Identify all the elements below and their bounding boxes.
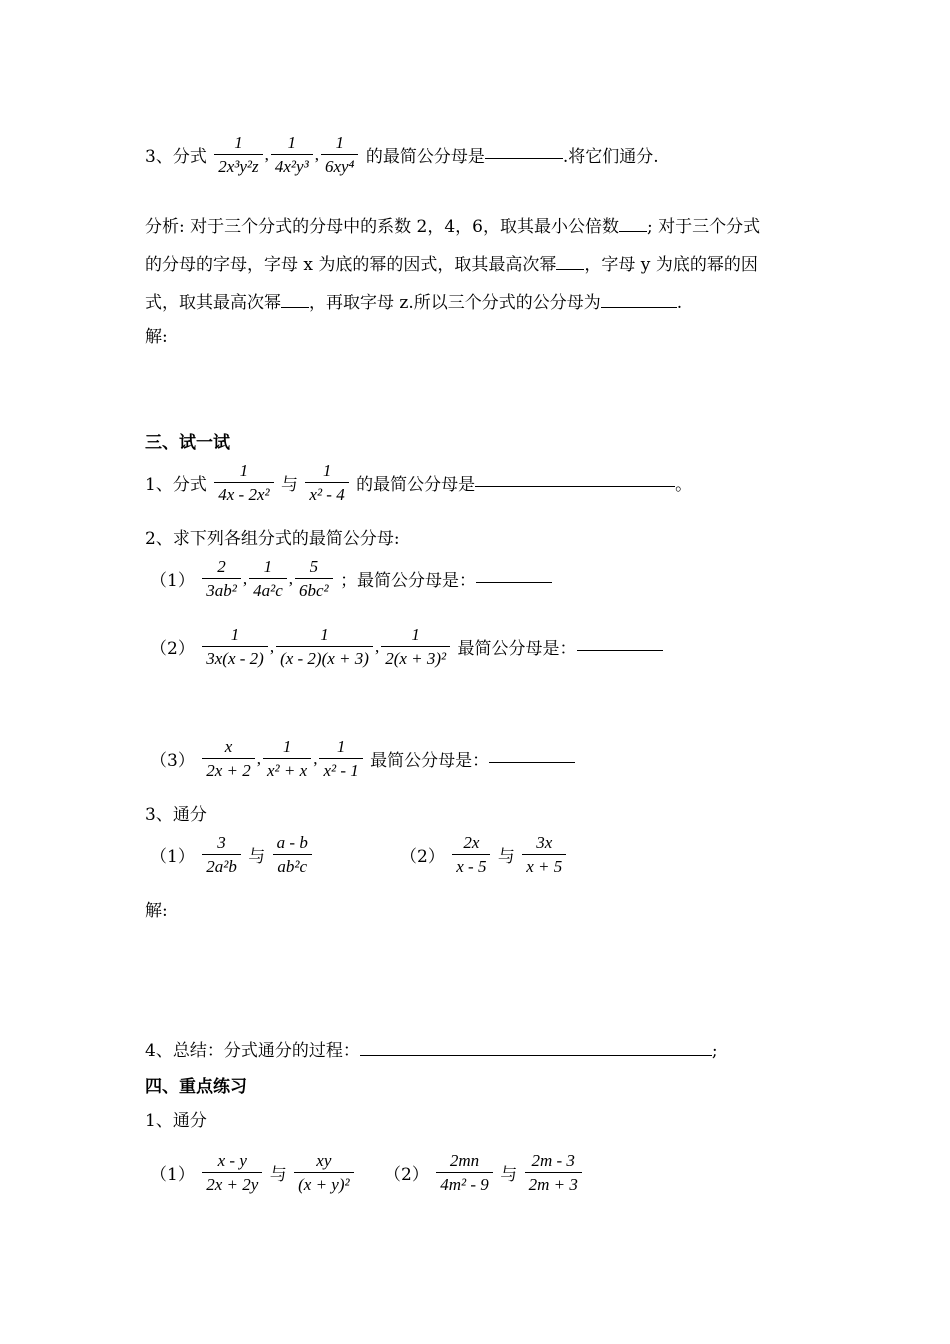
s4-e2-fraction-b: $\frac{2m - 3}{2m + 3}$ — [525, 1152, 582, 1193]
s3-p4-line: 4、总结：分式通分的过程： ; — [145, 1041, 718, 1061]
analysis-line-3: 式，取其最高次幂 ，再取字母 z.所以三个分式的公分母为 . — [145, 293, 683, 313]
s3-p1-line: 1、分式 $\frac{1}{\text{4x - 2x²}}$ 与 $\frac{1}{\text{x² - 4}}$ 的最简公分母是 。 — [145, 461, 693, 504]
s4-e1-fraction-a: $\frac{x - y}{2x + 2y}$ — [202, 1152, 262, 1193]
analysis-line-2: 的分母的字母，字母 x 为底的幂的因式，取其最高次幂 ，字母 y 为底的幂的因 — [145, 255, 758, 275]
analysis-blank-1[interactable] — [619, 230, 647, 232]
s3-g3-fraction-3: $\frac{1}{\text{x² - 1}}$ — [319, 738, 362, 779]
s3-g2-fraction-3: $\frac{1}{\text{2(x + 3)²}}$ — [381, 626, 450, 667]
analysis-blank-2[interactable] — [556, 268, 584, 270]
s3-t1-fraction-b: $\frac{a - b}{\text{ab²c}}$ — [273, 834, 312, 875]
s3-p4-answer-blank[interactable] — [360, 1054, 712, 1056]
section4-title: 四、重点练习 — [145, 1077, 247, 1097]
analysis-line-1: 分析: 对于三个分式的分母中的系数 2，4，6，取其最小公倍数 ; 对于三个分式 — [145, 217, 761, 237]
s3-t1-line: （1） $\frac{3}{\text{2a²b}}$ 与 $\frac{a - b}{\text{ab²c}}$ — [150, 834, 314, 875]
analysis-blank-4[interactable] — [601, 306, 677, 308]
q3-suffix-b: .将它们通分. — [562, 147, 659, 167]
s3-g1-fraction-1: $\frac{2}{\text{3ab²}}$ — [202, 558, 241, 599]
s3-g3-answer-blank[interactable] — [489, 761, 575, 763]
s3-g1-line: （1） $\frac{2}{\text{3ab²}}$ , $\frac{1}{\text{4a²c}}$ , $\frac{5}{\text{6bc²}}$ ；最简公分母是： — [150, 558, 552, 599]
q3-fraction-1: $\frac{1}{\text{2x³y²z}}$ — [214, 134, 262, 175]
s4-e2-fraction-a: $\frac{2mn}{\text{4m² - 9}}$ — [436, 1152, 493, 1193]
s3-g2-fraction-1: $\frac{1}{3x(x - 2)}$ — [202, 626, 268, 667]
s4-e2-line: （2） $\frac{2mn}{\text{4m² - 9}}$ 与 $\frac{2m - 3}{2m + 3}$ — [384, 1152, 584, 1193]
s3-g2-answer-blank[interactable] — [577, 649, 663, 651]
s4-p1-title: 1、通分 — [145, 1111, 207, 1131]
s3-g2-fraction-2: $\frac{1}{(x - 2)(x + 3)}$ — [276, 626, 373, 667]
section3-title: 三、试一试 — [145, 433, 230, 453]
s3-g3-line: （3） $\frac{x}{2x + 2}$ , $\frac{1}{\text{x² + x}}$ , $\frac{1}{\text{x² - 1}}$ 最简公分母是： — [150, 738, 575, 779]
q3-line: 3、分式 $\frac{1}{\text{2x³y²z}}$ , $\frac{1}{\text{4x²y³}}$ , $\frac{1}{\text{6xy⁴}}$ 的最简公分母是 .将它们通分. — [145, 133, 659, 176]
s3-t2-line: （2） $\frac{2x}{x - 5}$ 与 $\frac{3x}{x + 5}$ — [400, 834, 568, 875]
s3-g3-fraction-2: $\frac{1}{\text{x² + x}}$ — [263, 738, 311, 779]
s3-p3-title: 3、通分 — [145, 805, 207, 825]
s3-p1-fraction-1: $\frac{1}{\text{4x - 2x²}}$ — [214, 462, 273, 503]
q3-answer-blank[interactable] — [485, 157, 563, 159]
s3-g1-answer-blank[interactable] — [476, 581, 552, 583]
s3-p1-answer-blank[interactable] — [475, 485, 675, 487]
s3-t2-fraction-b: $\frac{3x}{x + 5}$ — [522, 834, 566, 875]
q3-fraction-3: $\frac{1}{\text{6xy⁴}}$ — [321, 134, 359, 175]
s3-g1-fraction-2: $\frac{1}{\text{4a²c}}$ — [249, 558, 287, 599]
s4-e1-line: （1） $\frac{x - y}{2x + 2y}$ 与 $\frac{xy}{\text{(x + y)²}}$ — [150, 1152, 356, 1193]
s3-g3-fraction-1: $\frac{x}{2x + 2}$ — [202, 738, 255, 779]
q3-prefix: 3、分式 — [145, 147, 207, 167]
analysis-solve-label: 解: — [145, 327, 168, 347]
s3-t1-fraction-a: $\frac{3}{\text{2a²b}}$ — [202, 834, 241, 875]
analysis-blank-3[interactable] — [281, 306, 309, 308]
q3-suffix-a: 的最简公分母是 — [365, 147, 485, 167]
s3-g2-line: （2） $\frac{1}{3x(x - 2)}$ , $\frac{1}{(x - 2)(x + 3)}$ , $\frac{1}{\text{2(x + 3)²}}$ 最简公分母是： — [150, 626, 663, 667]
s3-p2-title: 2、求下列各组分式的最简公分母: — [145, 529, 400, 549]
s3-t2-fraction-a: $\frac{2x}{x - 5}$ — [452, 834, 490, 875]
q3-fraction-2: $\frac{1}{\text{4x²y³}}$ — [271, 134, 313, 175]
s3-g1-fraction-3: $\frac{5}{\text{6bc²}}$ — [295, 558, 333, 599]
s4-e1-fraction-b: $\frac{xy}{\text{(x + y)²}}$ — [294, 1152, 353, 1193]
s3-solve-label: 解: — [145, 901, 168, 921]
s3-p1-fraction-2: $\frac{1}{\text{x² - 4}}$ — [305, 462, 348, 503]
